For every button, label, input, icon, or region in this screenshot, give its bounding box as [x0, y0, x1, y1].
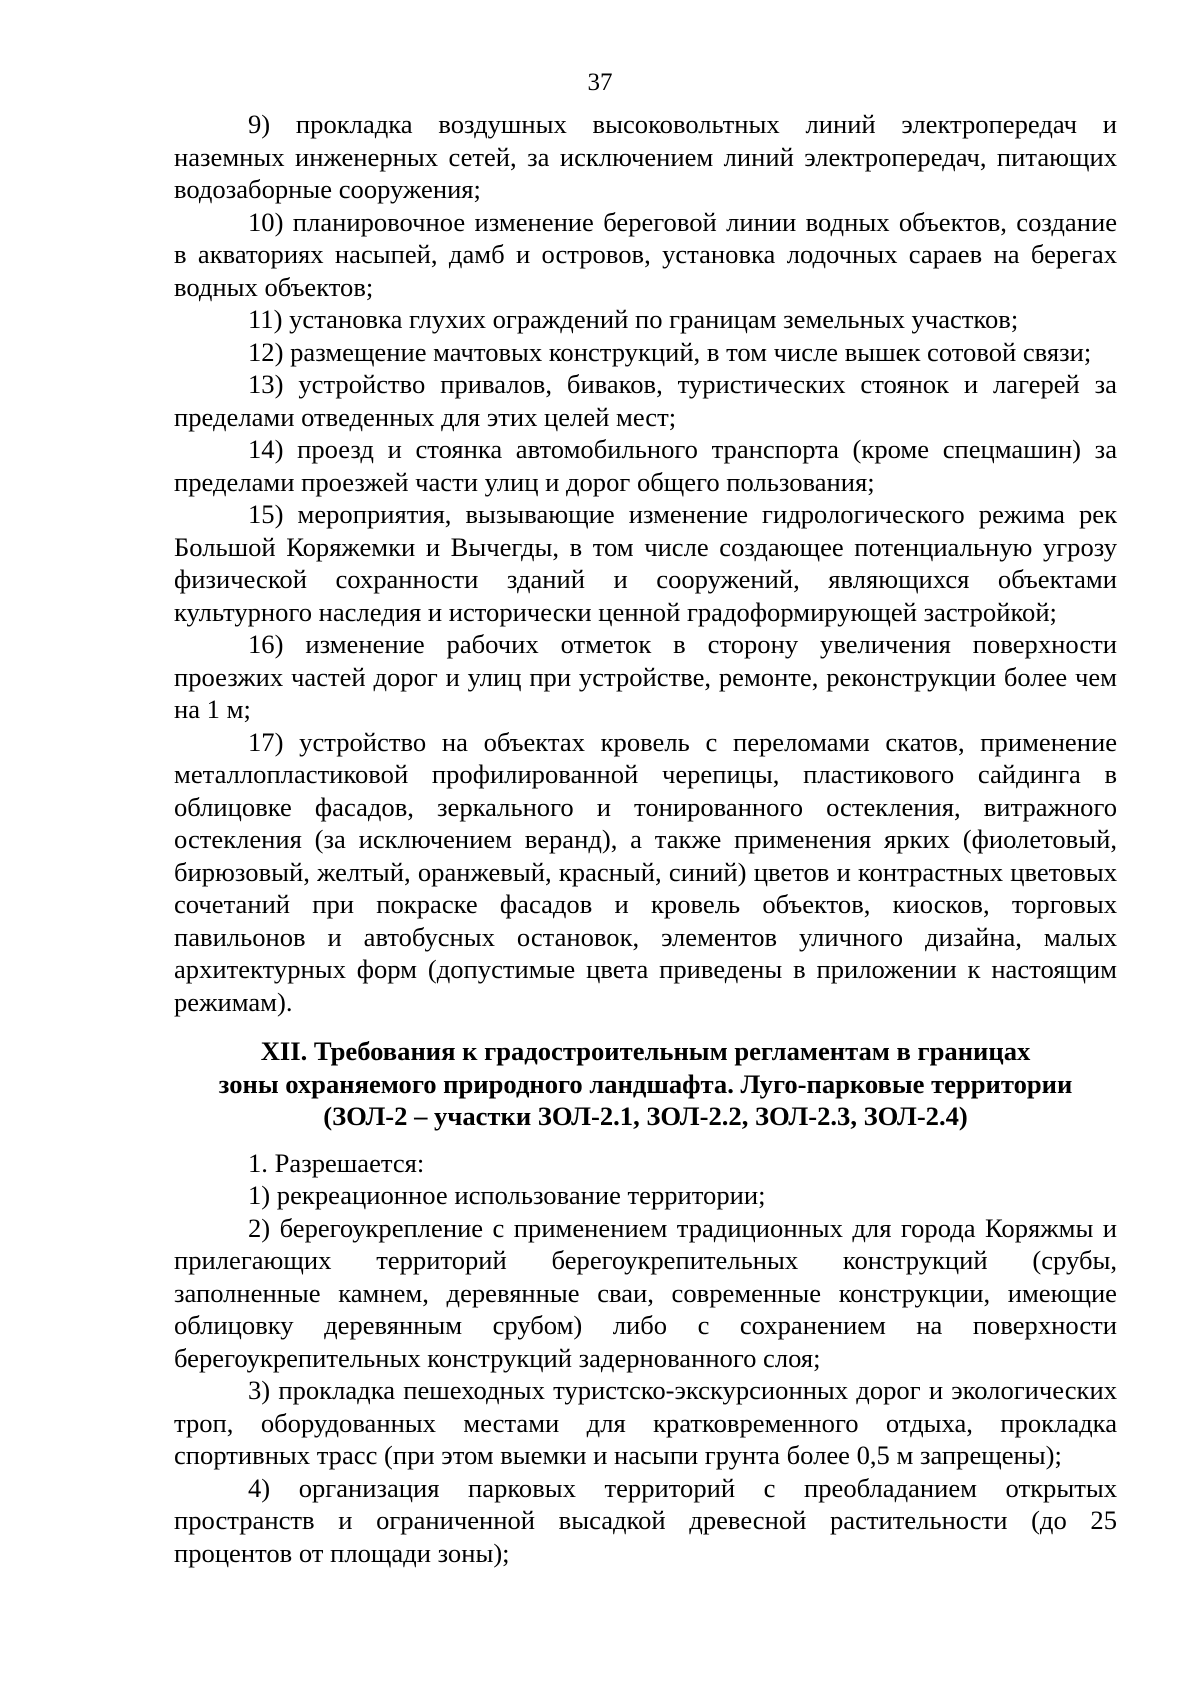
document-body [174, 108, 1117, 1569]
page-number: 37 [587, 69, 613, 96]
clause-allowed: 1. Разрешается: [248, 1147, 425, 1178]
paragraph-item-10: 10) планировочное изменение береговой линии водных объектов, создание в акваториях насыпей, дамб и островов, установка лодочных сараев на берегах водных объектов; [174, 206, 1117, 302]
allowed-item-3: 3) прокладка пешеходных туристско-экскурсионных дорог и экологических троп, оборудованных местами для кратковременного отдыха, прокладка спортивных трасс (при этом выемки и насыпи грунта более 0,5 м запрещены); [174, 1375, 1117, 1470]
allowed-item-1: 1) рекреационное использование территории; [248, 1180, 766, 1210]
paragraph-item-11: 11) установка глухих ограждений по границам земельных участков; [248, 304, 1019, 334]
allowed-item-2: 2) берегоукрепление с применением традиционных для города Коряжмы и прилегающих территорий берегоукрепительных конструкций (срубы, заполненные камнем, деревянные сваи, современные конструкции, имеющие облицовку деревянным срубом) либо с сохранением на поверхности берегоукрепительных конструкций задернованного слоя; [174, 1212, 1117, 1373]
allowed-item-4: 4) организация парковых территорий с преобладанием открытых пространств и ограниченной высадкой древесной растительности (до 25 процентов от площади зоны); [174, 1472, 1117, 1568]
paragraph-item-13: 13) устройство привалов, биваков, туристических стоянок и лагерей за пределами отведенных для этих целей мест; [174, 369, 1117, 432]
paragraph-item-16: 16) изменение рабочих отметок в сторону увеличения поверхности проезжих частей дорог и улиц при устройстве, ремонте, реконструкции более чем на 1 м; [174, 629, 1117, 724]
section-heading [174, 1035, 1117, 1133]
paragraph-item-12: 12) размещение мачтовых конструкций, в том числе вышек сотовой связи; [248, 336, 1092, 367]
section-heading-line-3: (ЗОЛ-2 – участки ЗОЛ-2.1, ЗОЛ-2.2, ЗОЛ-2.3, ЗОЛ-2.4) [323, 1101, 968, 1131]
paragraph-item-9: 9) прокладка воздушных высоковольтных линий электропередач и наземных инженерных сетей, за исключением линий электропередач, питающих водозаборные сооружения; [174, 109, 1117, 204]
section-heading-line-2: зоны охраняемого природного ландшафта. Луго-парковые территории [218, 1068, 1073, 1099]
paragraph-item-14: 14) проезд и стоянка автомобильного транспорта (кроме спецмашин) за пределами проезжей части улиц и дорог общего пользования; [174, 434, 1117, 497]
paragraph-item-15: 15) мероприятия, вызывающие изменение гидрологического режима рек Большой Коряжемки и Вычегды, в том числе создающее потенциальную угрозу физической сохранности зданий и сооружений, являющихся объектами культурного наследия и исторически ценной градоформирующей застройкой; [174, 499, 1117, 627]
paragraph-item-17: 17) устройство на объектах кровель с переломами скатов, применение металлопластиковой профилированной черепицы, пластикового сайдинга в облицовке фасадов, зеркального и тонированного остекления, витражного остекления (за исключением веранд), а также применения ярких (фиолетовый, бирюзовый, желтый, оранжевый, красный, синий) цветов и контрастных цветовых сочетаний при покраске фасадов и кровель объектов, киосков, торговых павильонов и автобусных остановок, элементов уличного дизайна, малых архитектурных форм (допустимые цвета приведены в приложении к настоящим режимам). [174, 726, 1117, 1017]
section-heading-line-1: XII. Требования к градостроительным регламентам в границах [260, 1036, 1031, 1066]
